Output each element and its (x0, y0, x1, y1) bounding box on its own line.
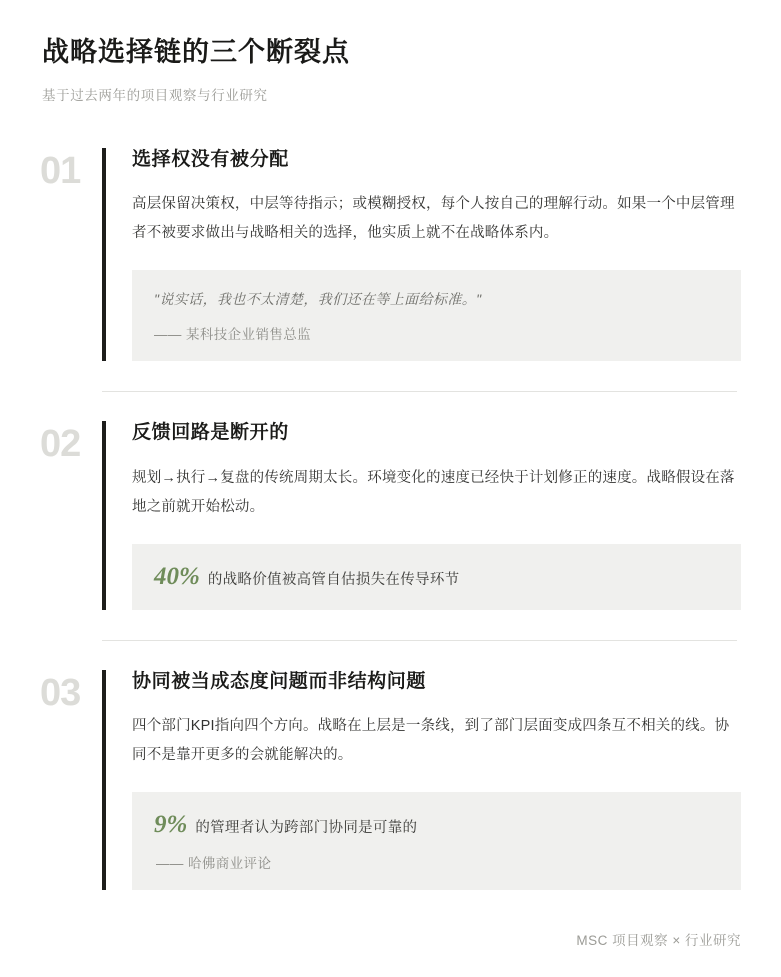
accent-bar (102, 148, 106, 361)
accent-bar (102, 421, 106, 610)
quote-callout (132, 270, 741, 360)
stat-line (154, 562, 719, 592)
page-subtitle: 基于过去两年的项目观察与行业研究 (42, 87, 268, 103)
document-header (40, 36, 741, 104)
page-title: 战略选择链的三个断裂点 (42, 37, 350, 67)
list-item (40, 640, 741, 921)
stat-label: 的管理者认为跨部门协同是可靠的 (195, 820, 418, 837)
item-text: 规划→执行→复盘的传统周期太长。环境变化的速度已经快于计划修正的速度。战略假设在落地之前就开始松动。 (132, 469, 735, 515)
item-title: 协同被当成态度问题而非结构问题 (132, 670, 427, 692)
item-title: 反馈回路是断开的 (132, 421, 289, 443)
item-body (132, 421, 741, 610)
footer-credit: MSC 项目观察 × 行业研究 (576, 933, 741, 948)
item-number: 03 (40, 671, 81, 714)
stat-line (154, 810, 719, 840)
item-body (132, 670, 741, 891)
list-item (40, 148, 741, 391)
item-number: 01 (40, 149, 81, 192)
item-body (132, 148, 741, 361)
quote-source: —— 某科技企业销售总监 (154, 326, 312, 342)
list-item (40, 391, 741, 640)
item-number: 02 (40, 422, 81, 465)
stat-label: 的战略价值被高管自估损失在传导环节 (207, 571, 460, 588)
section-divider (102, 640, 737, 641)
breakpoint-list (40, 148, 741, 920)
stat-number: 40% (154, 562, 200, 590)
item-text: 高层保留决策权，中层等待指示；或模糊授权，每个人按自己的理解行动。如果一个中层管理者不被要求做出与战略相关的选择，他实质上就不在战略体系内。 (132, 196, 735, 242)
section-divider (102, 391, 737, 392)
stat-source: —— 哈佛商业评论 (156, 856, 272, 872)
item-text: 四个部门KPI指向四个方向。战略在上层是一条线，到了部门层面变成四条互不相关的线。协同不是靠开更多的会就能解决的。 (132, 718, 730, 764)
stat-callout (132, 792, 741, 890)
quote-text: "说实话，我也不太清楚，我们还在等上面给标准。" (154, 291, 482, 308)
stat-number: 9% (154, 811, 188, 839)
stat-callout (132, 544, 741, 610)
accent-bar (102, 670, 106, 891)
item-title: 选择权没有被分配 (132, 148, 289, 170)
